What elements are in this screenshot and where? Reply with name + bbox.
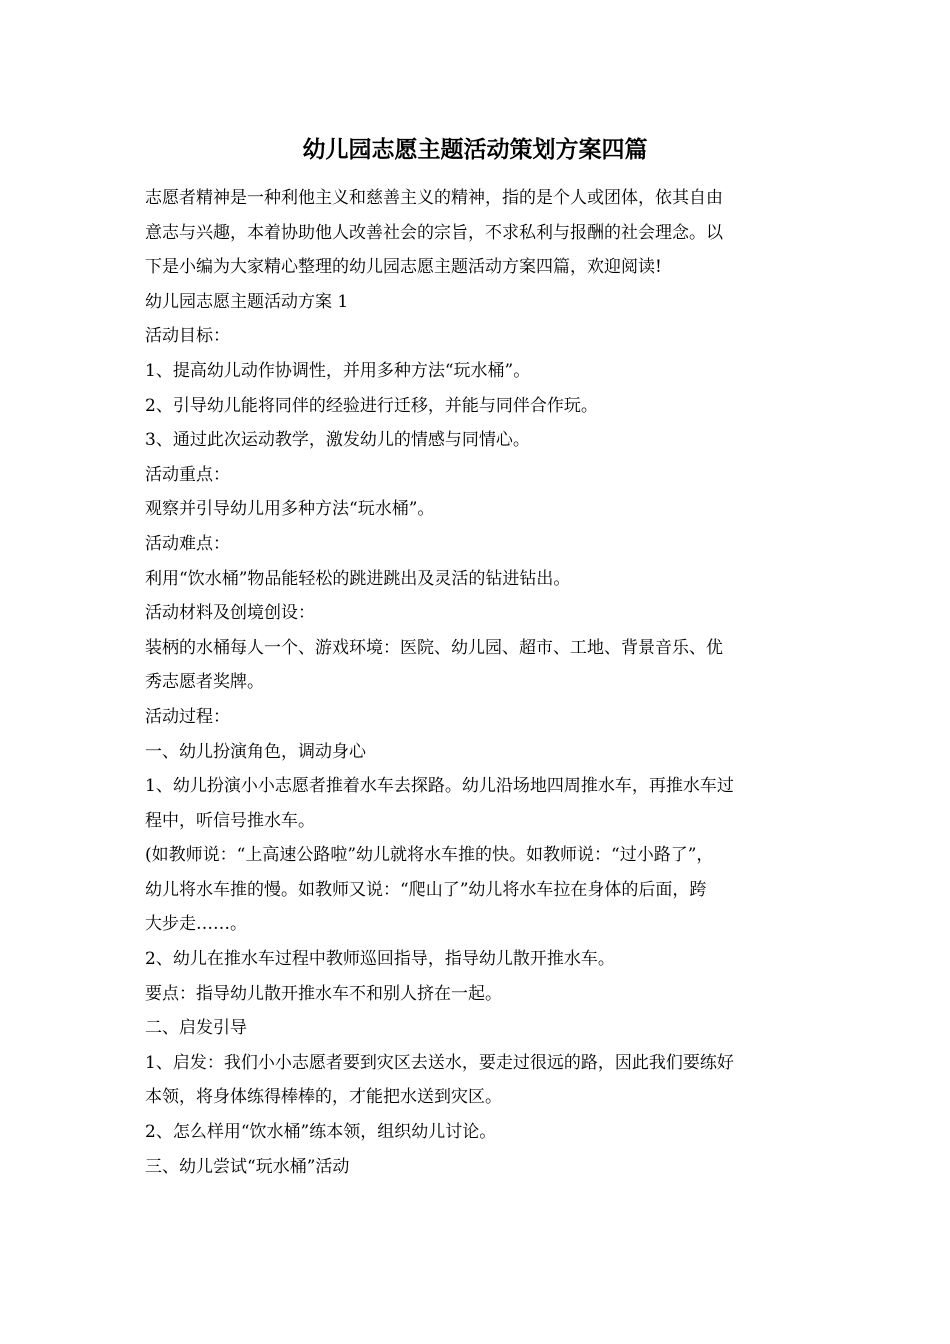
body-line: 3、通过此次运动教学，激发幼儿的情感与同情心。 xyxy=(145,430,530,451)
body-line: 二、启发引导 xyxy=(145,1018,247,1039)
body-line: 利用“饮水桶”物品能轻松的跳进跳出及灵活的钻进钻出。 xyxy=(145,568,571,589)
body-line: 下是小编为大家精心整理的幼儿园志愿主题活动方案四篇，欢迎阅读! xyxy=(145,257,662,278)
body-line: 活动难点： xyxy=(145,533,230,554)
body-line: 意志与兴趣，本着协助他人改善社会的宗旨，不求私利与报酬的社会理念。以 xyxy=(145,222,723,243)
body-line: 秀志愿者奖牌。 xyxy=(145,672,264,693)
body-line: 活动过程： xyxy=(145,706,230,727)
body-line: 一、幼儿扮演角色，调动身心 xyxy=(145,741,366,762)
body-line: 三、幼儿尝试“玩水桶”活动 xyxy=(145,1156,350,1177)
section-heading: 幼儿园志愿主题活动方案 1 xyxy=(145,291,349,312)
body-line: 本领，将身体练得棒棒的，才能把水送到灾区。 xyxy=(145,1087,502,1108)
body-line: 活动目标： xyxy=(145,326,230,347)
body-line: 2、幼儿在推水车过程中教师巡回指导，指导幼儿散开推水车。 xyxy=(145,949,615,970)
body-line: (如教师说：“上高速公路啦”幼儿就将水车推的快。如教师说：“过小路了”， xyxy=(145,845,714,866)
body-line: 观察并引导幼儿用多种方法“玩水桶”。 xyxy=(145,499,435,520)
body-line: 要点：指导幼儿散开推水车不和别人挤在一起。 xyxy=(145,983,502,1004)
body-line: 2、怎么样用“饮水桶”练本领，组织幼儿讨论。 xyxy=(145,1122,497,1143)
body-line: 活动材料及创境创设： xyxy=(145,603,315,624)
document-body xyxy=(145,181,825,1184)
body-line: 志愿者精神是一种利他主义和慈善主义的精神，指的是个人或团体，依其自由 xyxy=(145,188,723,208)
body-line: 1、幼儿扮演小小志愿者推着水车去探路。幼儿沿场地四周推水车，再推水车过 xyxy=(145,776,734,797)
body-line: 装柄的水桶每人一个、游戏环境：医院、幼儿园、超市、工地、背景音乐、优 xyxy=(145,637,723,658)
body-line: 程中，听信号推水车。 xyxy=(145,810,315,831)
body-line: 1、启发：我们小小志愿者要到灾区去送水，要走过很远的路，因此我们要练好 xyxy=(145,1052,734,1073)
body-line: 大步走……。 xyxy=(145,914,247,935)
document-title: 幼儿园志愿主题活动策划方案四篇 xyxy=(302,136,648,163)
body-line: 幼儿将水车推的慢。如教师又说：“爬山了”幼儿将水车拉在身体的后面，跨 xyxy=(145,879,707,900)
body-line: 2、引导幼儿能将同伴的经验进行迁移，并能与同伴合作玩。 xyxy=(145,395,598,416)
body-line: 1、提高幼儿动作协调性，并用多种方法“玩水桶”。 xyxy=(145,360,531,381)
body-line: 活动重点： xyxy=(145,464,230,485)
